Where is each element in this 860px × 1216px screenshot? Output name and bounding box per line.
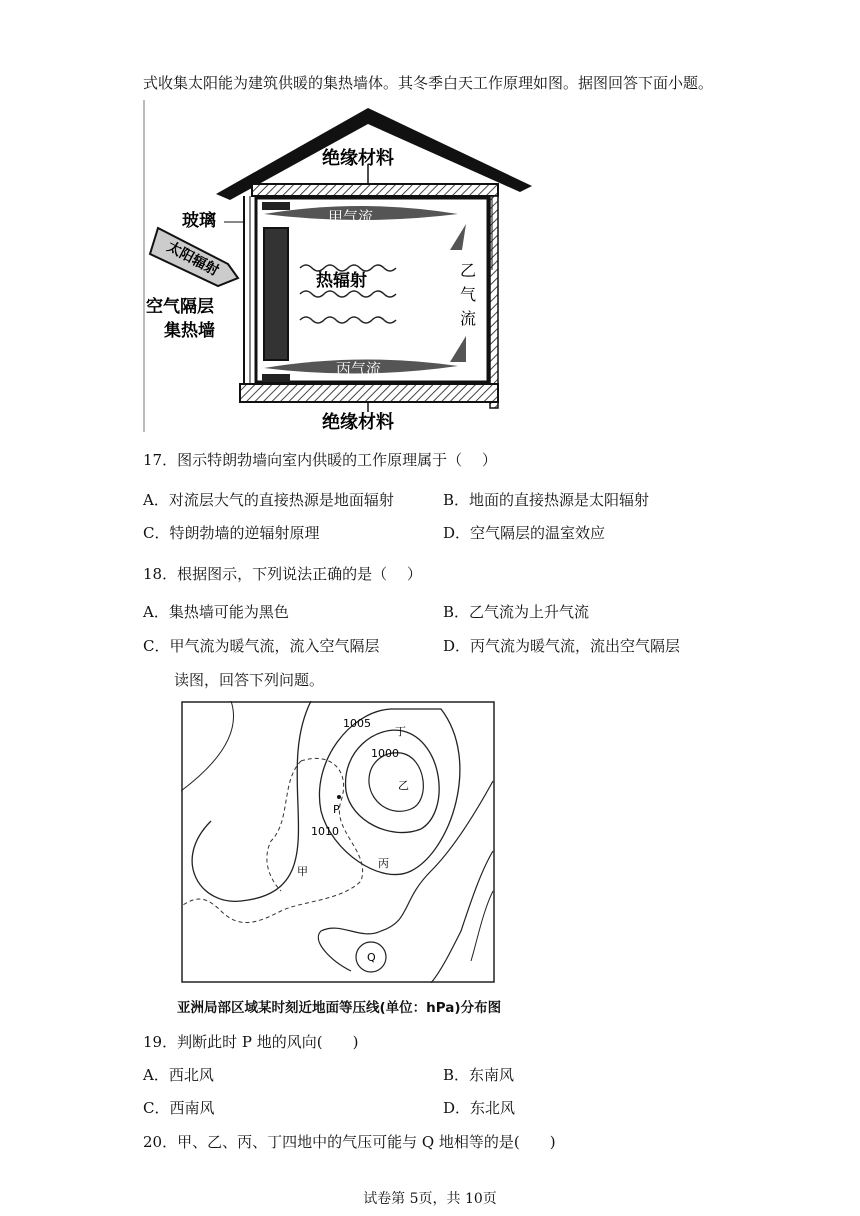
insulation-bottom-label: 绝缘材料 (322, 412, 394, 433)
q18-option-c: C．甲气流为暖气流，流入空气隔层 (143, 637, 380, 655)
label-p: P (333, 803, 340, 816)
flow-b-char-2: 气 (460, 285, 477, 304)
read-instruction: 读图，回答下列问题。 (174, 671, 325, 689)
isobar-map-figure (181, 701, 495, 983)
trombe-wall-figure (140, 100, 540, 438)
air-layer-label: 空气隔层 (146, 297, 214, 317)
q19-option-a: A．西北风 (143, 1066, 214, 1084)
q17-stem: 17．图示特朗勃墙向室内供暖的工作原理属于（ ） (143, 451, 497, 469)
insulation-bottom-band (240, 384, 498, 402)
label-jia: 甲 (297, 865, 308, 878)
glass-label: 玻璃 (182, 211, 216, 231)
label-yi: 乙 (398, 779, 409, 792)
heat-radiation-label: 热辐射 (316, 271, 367, 291)
map-frame (182, 702, 494, 982)
q19-option-c: C．西南风 (143, 1099, 215, 1117)
flow-b-char-1: 乙 (460, 261, 477, 280)
solar-label: 太阳辐射 (164, 238, 222, 280)
q18-option-a: A．集热墙可能为黑色 (143, 603, 289, 621)
flow-b-char-3: 流 (460, 309, 477, 328)
q17-option-b: B．地面的直接热源是太阳辐射 (443, 491, 650, 509)
flow-a-label: 甲气流 (328, 208, 374, 226)
q17-option-a: A．对流层大气的直接热源是地面辐射 (143, 491, 394, 509)
label-1005: 1005 (343, 717, 371, 730)
intro-text: 式收集太阳能为建筑供暖的集热墙体。其冬季白天工作原理如图。据图回答下面小题。 (143, 74, 714, 92)
flow-c-label: 丙气流 (336, 360, 382, 378)
q18-option-b: B．乙气流为上升气流 (443, 603, 590, 621)
q17-option-d: D．空气隔层的温室效应 (443, 524, 606, 542)
p-point (337, 795, 341, 799)
label-1000: 1000 (371, 747, 399, 760)
q18-option-d: D．丙气流为暖气流，流出空气隔层 (443, 637, 681, 655)
q17-option-c: C．特朗勃墙的逆辐射原理 (143, 524, 320, 542)
wall-label: 集热墙 (164, 321, 215, 341)
map-caption: 亚洲局部区域某时刻近地面等压线(单位：hPa)分布图 (177, 1000, 502, 1016)
page-footer: 试卷第 5页，共 10页 (363, 1191, 497, 1207)
collector-wall (264, 228, 288, 360)
q19-stem: 19．判断此时 P 地的风向( ) (143, 1033, 359, 1051)
label-ding: 丁 (395, 725, 406, 738)
q18-stem: 18．根据图示，下列说法正确的是（ ） (143, 565, 422, 583)
label-bing: 丙 (378, 857, 389, 870)
label-q: Q (367, 951, 376, 964)
q19-option-d: D．东北风 (443, 1099, 516, 1117)
label-1010: 1010 (311, 825, 339, 838)
q19-option-b: B．东南风 (443, 1066, 515, 1084)
insulation-top-label: 绝缘材料 (322, 148, 394, 169)
q20-stem: 20．甲、乙、丙、丁四地中的气压可能与 Q 地相等的是( ) (143, 1133, 556, 1151)
insulation-top-band (252, 184, 498, 196)
